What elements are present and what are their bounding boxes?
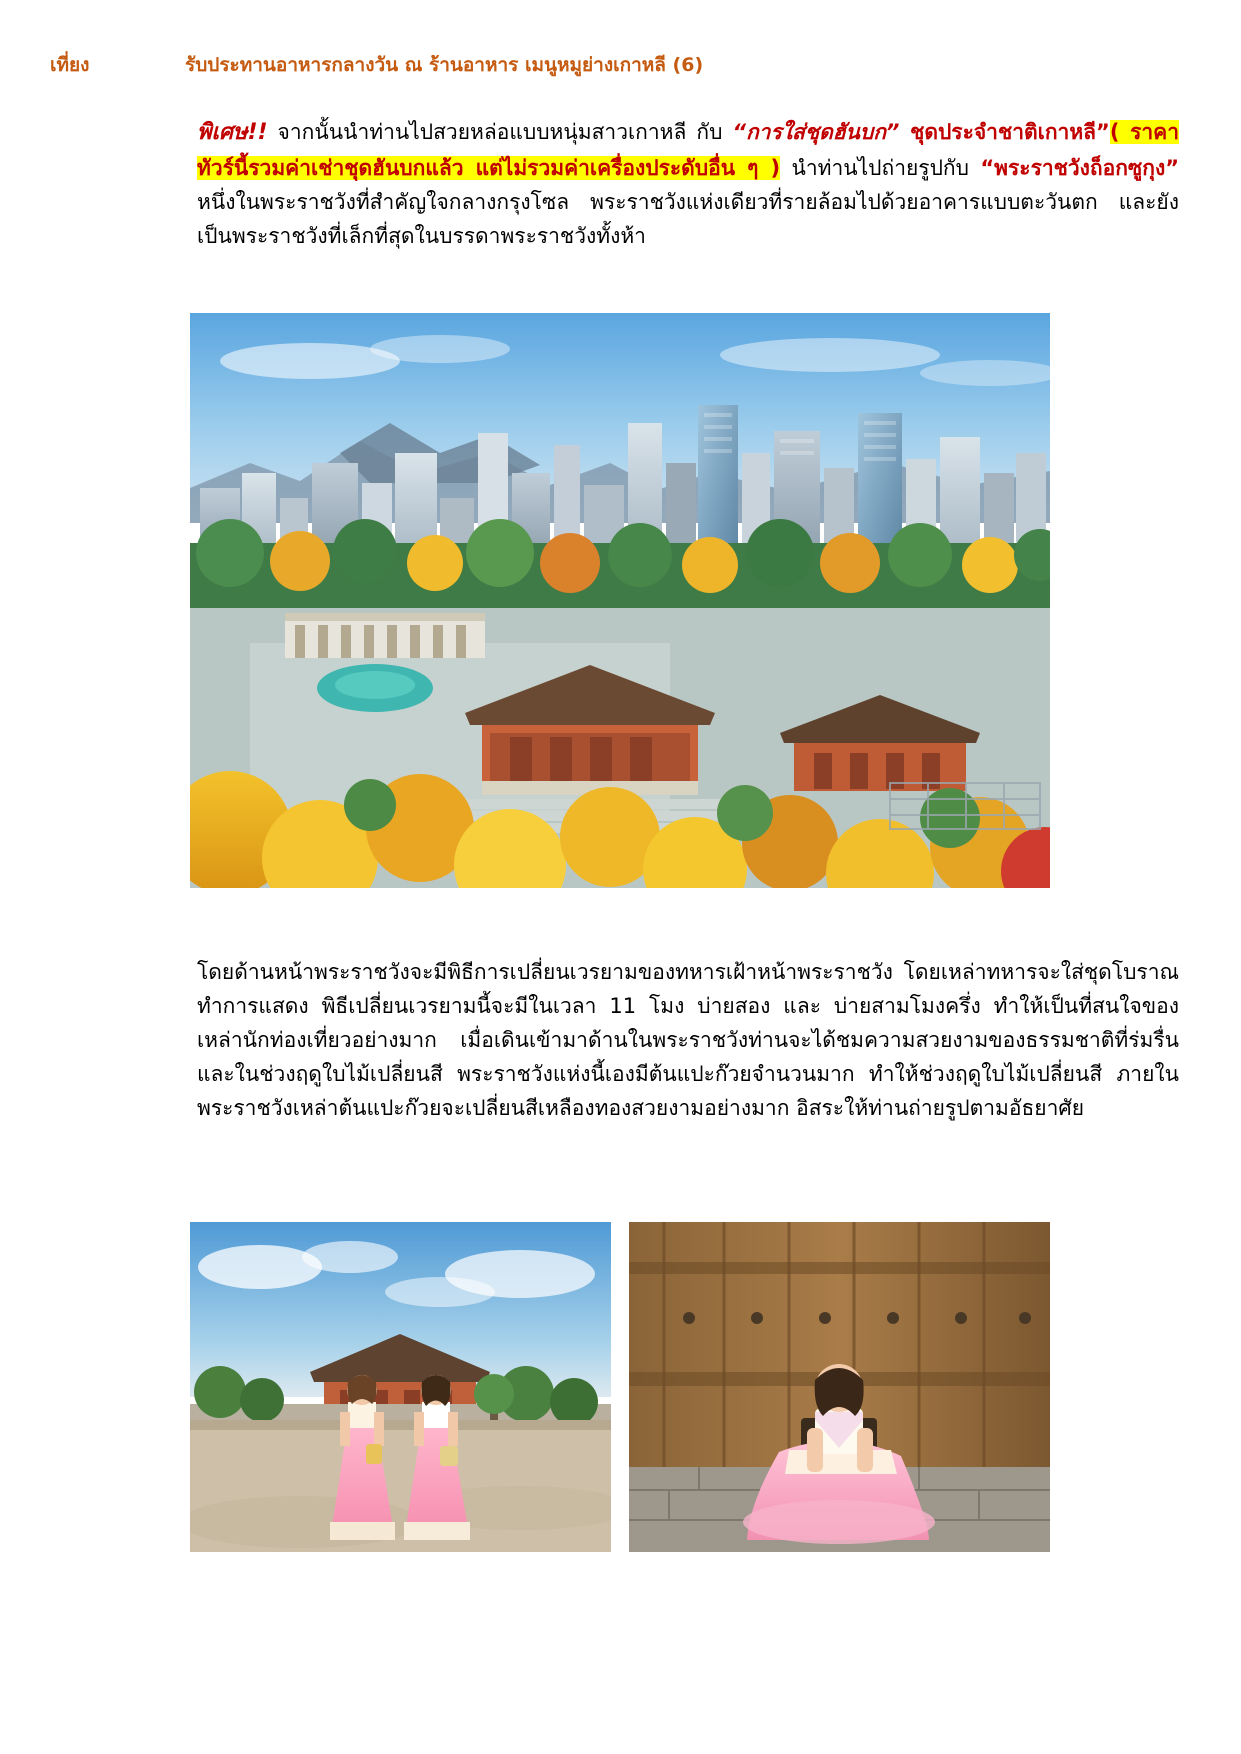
special-highlight-note: ( ราคาทัวร์นี้รวมค่าเช่าชุดฮันบกแล้ว แต่ไม่รวมค่าเครื่องประดับอื่น ๆ ) xyxy=(197,120,1179,180)
photo-hanbok-sitting xyxy=(629,1222,1050,1552)
special-quote-hanbok: “การใส่ชุดฮันบก” xyxy=(732,120,900,144)
special-text-2: ชุดประจำชาติเกาหลี” xyxy=(899,120,1110,144)
itinerary-header-row xyxy=(50,52,1181,79)
special-text-4: หนึ่งในพระราชวังที่สำคัญใจกลางกรุงโซล พระราชวังแห่งเดียวที่รายล้อมไปด้วยอาคารแบบตะวันตก และยังเป็นพระราชวังที่เล็กที่สุดในบรรดาพระราชวังทั้งห้า xyxy=(197,189,1179,248)
photo-hanbok-two-women xyxy=(190,1222,611,1552)
meal-time-label: เที่ยง xyxy=(50,54,90,76)
main-photo-deoksugung xyxy=(190,313,1050,888)
paragraph-special xyxy=(197,115,1179,253)
special-text-3: นำท่านไปถ่ายรูปกับ xyxy=(780,155,981,180)
special-quote-palace: “พระราชวังถ็อกซูกุง” xyxy=(980,155,1179,180)
special-text-1: จากนั้นนำท่านไปสวยหล่อแบบหนุ่มสาวเกาหลี กับ xyxy=(267,120,733,144)
meal-description: รับประทานอาหารกลางวัน ณ ร้านอาหาร เมนูหมูย่างเกาหลี (6) xyxy=(185,54,704,76)
paragraph-body: โดยด้านหน้าพระราชวังจะมีพิธีการเปลี่ยนเวรยามของทหารเฝ้าหน้าพระราชวัง โดยเหล่าทหารจะใส่ชุดโบราณทำการแสดง พิธีเปลี่ยนเวรยามนี้จะมีในเวลา 11 โมง บ่ายสอง และ บ่ายสามโมงครึ่ง ทำให้เป็นที่สนใจของเหล่านักท่องเที่ยวอย่างมาก เมื่อเดินเข้ามาด้านในพระราชวังท่านจะได้ชมความสวยงามของธรรมชาติที่ร่มรื่น และในช่วงฤดูใบไม้เปลี่ยนสี พระราชวังแห่งนี้เองมีต้นแปะก๊วยจำนวนมาก ทำให้ช่วงฤดูใบไม้เปลี่ยนสี ภายในพระราชวังเหล่าต้นแปะก๊วยจะเปลี่ยนสีเหลืองทองสวยงามอย่างมาก อิสระให้ท่านถ่ายรูปตามอัธยาศัย xyxy=(197,960,1179,1121)
special-lead: พิเศษ!! xyxy=(197,120,268,145)
photo-row xyxy=(190,1222,1050,1552)
